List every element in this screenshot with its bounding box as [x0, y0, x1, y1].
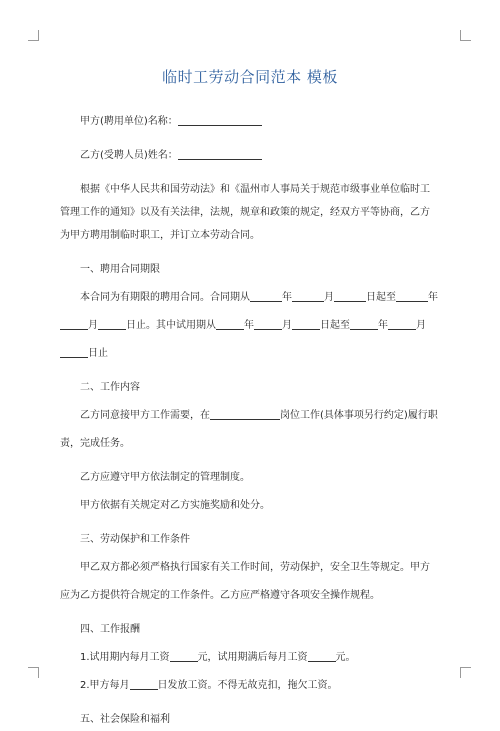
party-a-line: 甲方(聘用单位)名称： [60, 110, 446, 133]
contract-term-line-3: 日止 [60, 342, 446, 365]
work-content-para-3: 甲方依据有关规定对乙方实施奖励和处分。 [80, 500, 270, 511]
party-b-blank [178, 147, 262, 160]
page-corner-mark-top-right [460, 30, 471, 41]
section-5-heading: 五、社会保险和福利 [80, 714, 170, 725]
contract-term-line-2: 月 日止。其中试用期从 年 月 日起至 年 月 [60, 314, 446, 337]
work-content-para-2: 乙方应遵守甲方依法制定的管理制度。 [80, 472, 250, 483]
page-corner-mark-bottom-right [460, 667, 471, 678]
party-b-line: 乙方(受聘人员)姓名： [60, 144, 446, 167]
section-2-heading: 二、工作内容 [80, 382, 140, 393]
preamble-line-3: 为甲方聘用制临时职工，并订立本劳动合同。 [60, 230, 260, 241]
preamble-line-2: 管理工作的通知》以及有关法律，法规，规章和政策的规定，经双方平等协商，乙方 [60, 207, 430, 218]
document-body [60, 110, 446, 731]
salary-item-1: 1.试用期内每月工资 元，试用期满后每月工资 元。 [60, 646, 446, 669]
document-title: 临时工劳动合同范本 模板 [162, 68, 338, 86]
page-corner-mark-top-left [28, 30, 39, 41]
protection-line-1: 甲乙双方都必须严格执行国家有关工作时间，劳动保护，安全卫生等规定。甲方 [80, 562, 430, 573]
work-content-line-2: 责，完成任务。 [60, 438, 130, 449]
salary-item-2: 2.甲方每月 日发放工资。不得无故克扣，拖欠工资。 [60, 674, 446, 697]
section-1-heading: 一、聘用合同期限 [80, 264, 160, 275]
section-4-heading: 四、工作报酬 [80, 624, 140, 635]
party-a-blank [178, 113, 262, 126]
page-corner-mark-bottom-left [28, 667, 39, 678]
contract-term-line-1: 本合同为有期限的聘用合同。合同期从 年 月 日起至 年 [60, 286, 446, 309]
work-content-line-1: 乙方同意接甲方工作需要，在 岗位工作(具体事项另行约定)履行职 [60, 404, 446, 427]
section-3-heading: 三、劳动保护和工作条件 [80, 534, 190, 545]
preamble-line-1: 根据《中华人民共和国劳动法》和《温州市人事局关于规范市级事业单位临时工 [80, 184, 430, 195]
position-blank [210, 407, 280, 420]
protection-line-2: 应为乙方提供符合规定的工作条件。乙方应严格遵守各项安全操作规程。 [60, 590, 380, 601]
